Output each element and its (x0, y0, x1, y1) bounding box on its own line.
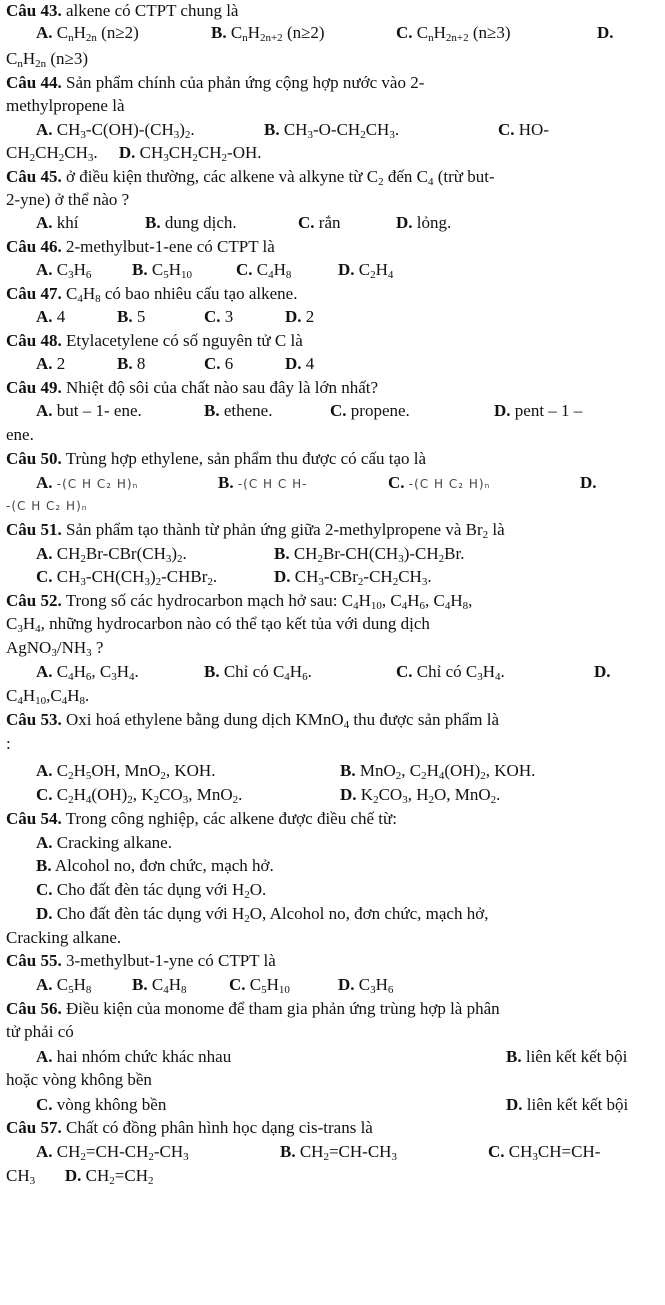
question-47: Câu 47. $C_4H_8$ có bao nhiêu cấu tạo alkene. (6, 284, 298, 305)
polymer-b: -(C H C H- (237, 477, 308, 491)
question-49: Câu 49. Nhiệt độ sôi của chất nào sau đây là lớn nhất? (6, 378, 379, 397)
question-56: Câu 56. Điều kiện của monome để tham gia phản ứng trùng hợp là phân (6, 999, 500, 1018)
question-53: Câu 53. Oxi hoá ethylene bằng dung dịch KMnO$_4$ thu được sản phẩm là (6, 710, 500, 731)
q43-options: A. $C_nH_{2n}$ (n≥2) (36, 23, 139, 44)
question-43: Câu 43. alkene có CTPT chung là (6, 1, 239, 20)
question-55: Câu 55. 3-methylbut-1-yne có CTPT là (6, 951, 276, 970)
polymer-a: -(C H C₂ H)ₙ (56, 477, 139, 491)
question-44: Câu 44. Sản phẩm chính của phản ứng cộng hợp nước vào 2- (6, 73, 425, 92)
question-48: Câu 48. Etylacetylene có số nguyên tử C là (6, 331, 303, 350)
polymer-c: -(C H C₂ H)ₙ (408, 477, 491, 491)
question-50: Câu 50. Trùng hợp ethylene, sản phẩm thu được có cấu tạo là (6, 449, 427, 468)
question-46: Câu 46. 2-methylbut-1-ene có CTPT là (6, 237, 275, 256)
question-45: Câu 45. ở điều kiện thường, các alkene và alkyne từ $C_2$ đến $C_4$ (trừ but- (6, 167, 495, 188)
question-54: Câu 54. Trong công nghiệp, các alkene được điều chế từ: (6, 809, 397, 828)
polymer-d: -(C H C₂ H)ₙ (6, 499, 88, 513)
question-51: Câu 51. Sản phẩm tạo thành từ phản ứng giữa 2-methylpropene và $Br_2$ là (6, 520, 505, 541)
question-57: Câu 57. Chất có đồng phân hình học dạng cis-trans là (6, 1118, 373, 1137)
question-52: Câu 52. Trong số các hydrocarbon mạch hở sau: $C_4H_{10}$, $C_4H_6$, $C_4H_8$, (6, 591, 473, 612)
